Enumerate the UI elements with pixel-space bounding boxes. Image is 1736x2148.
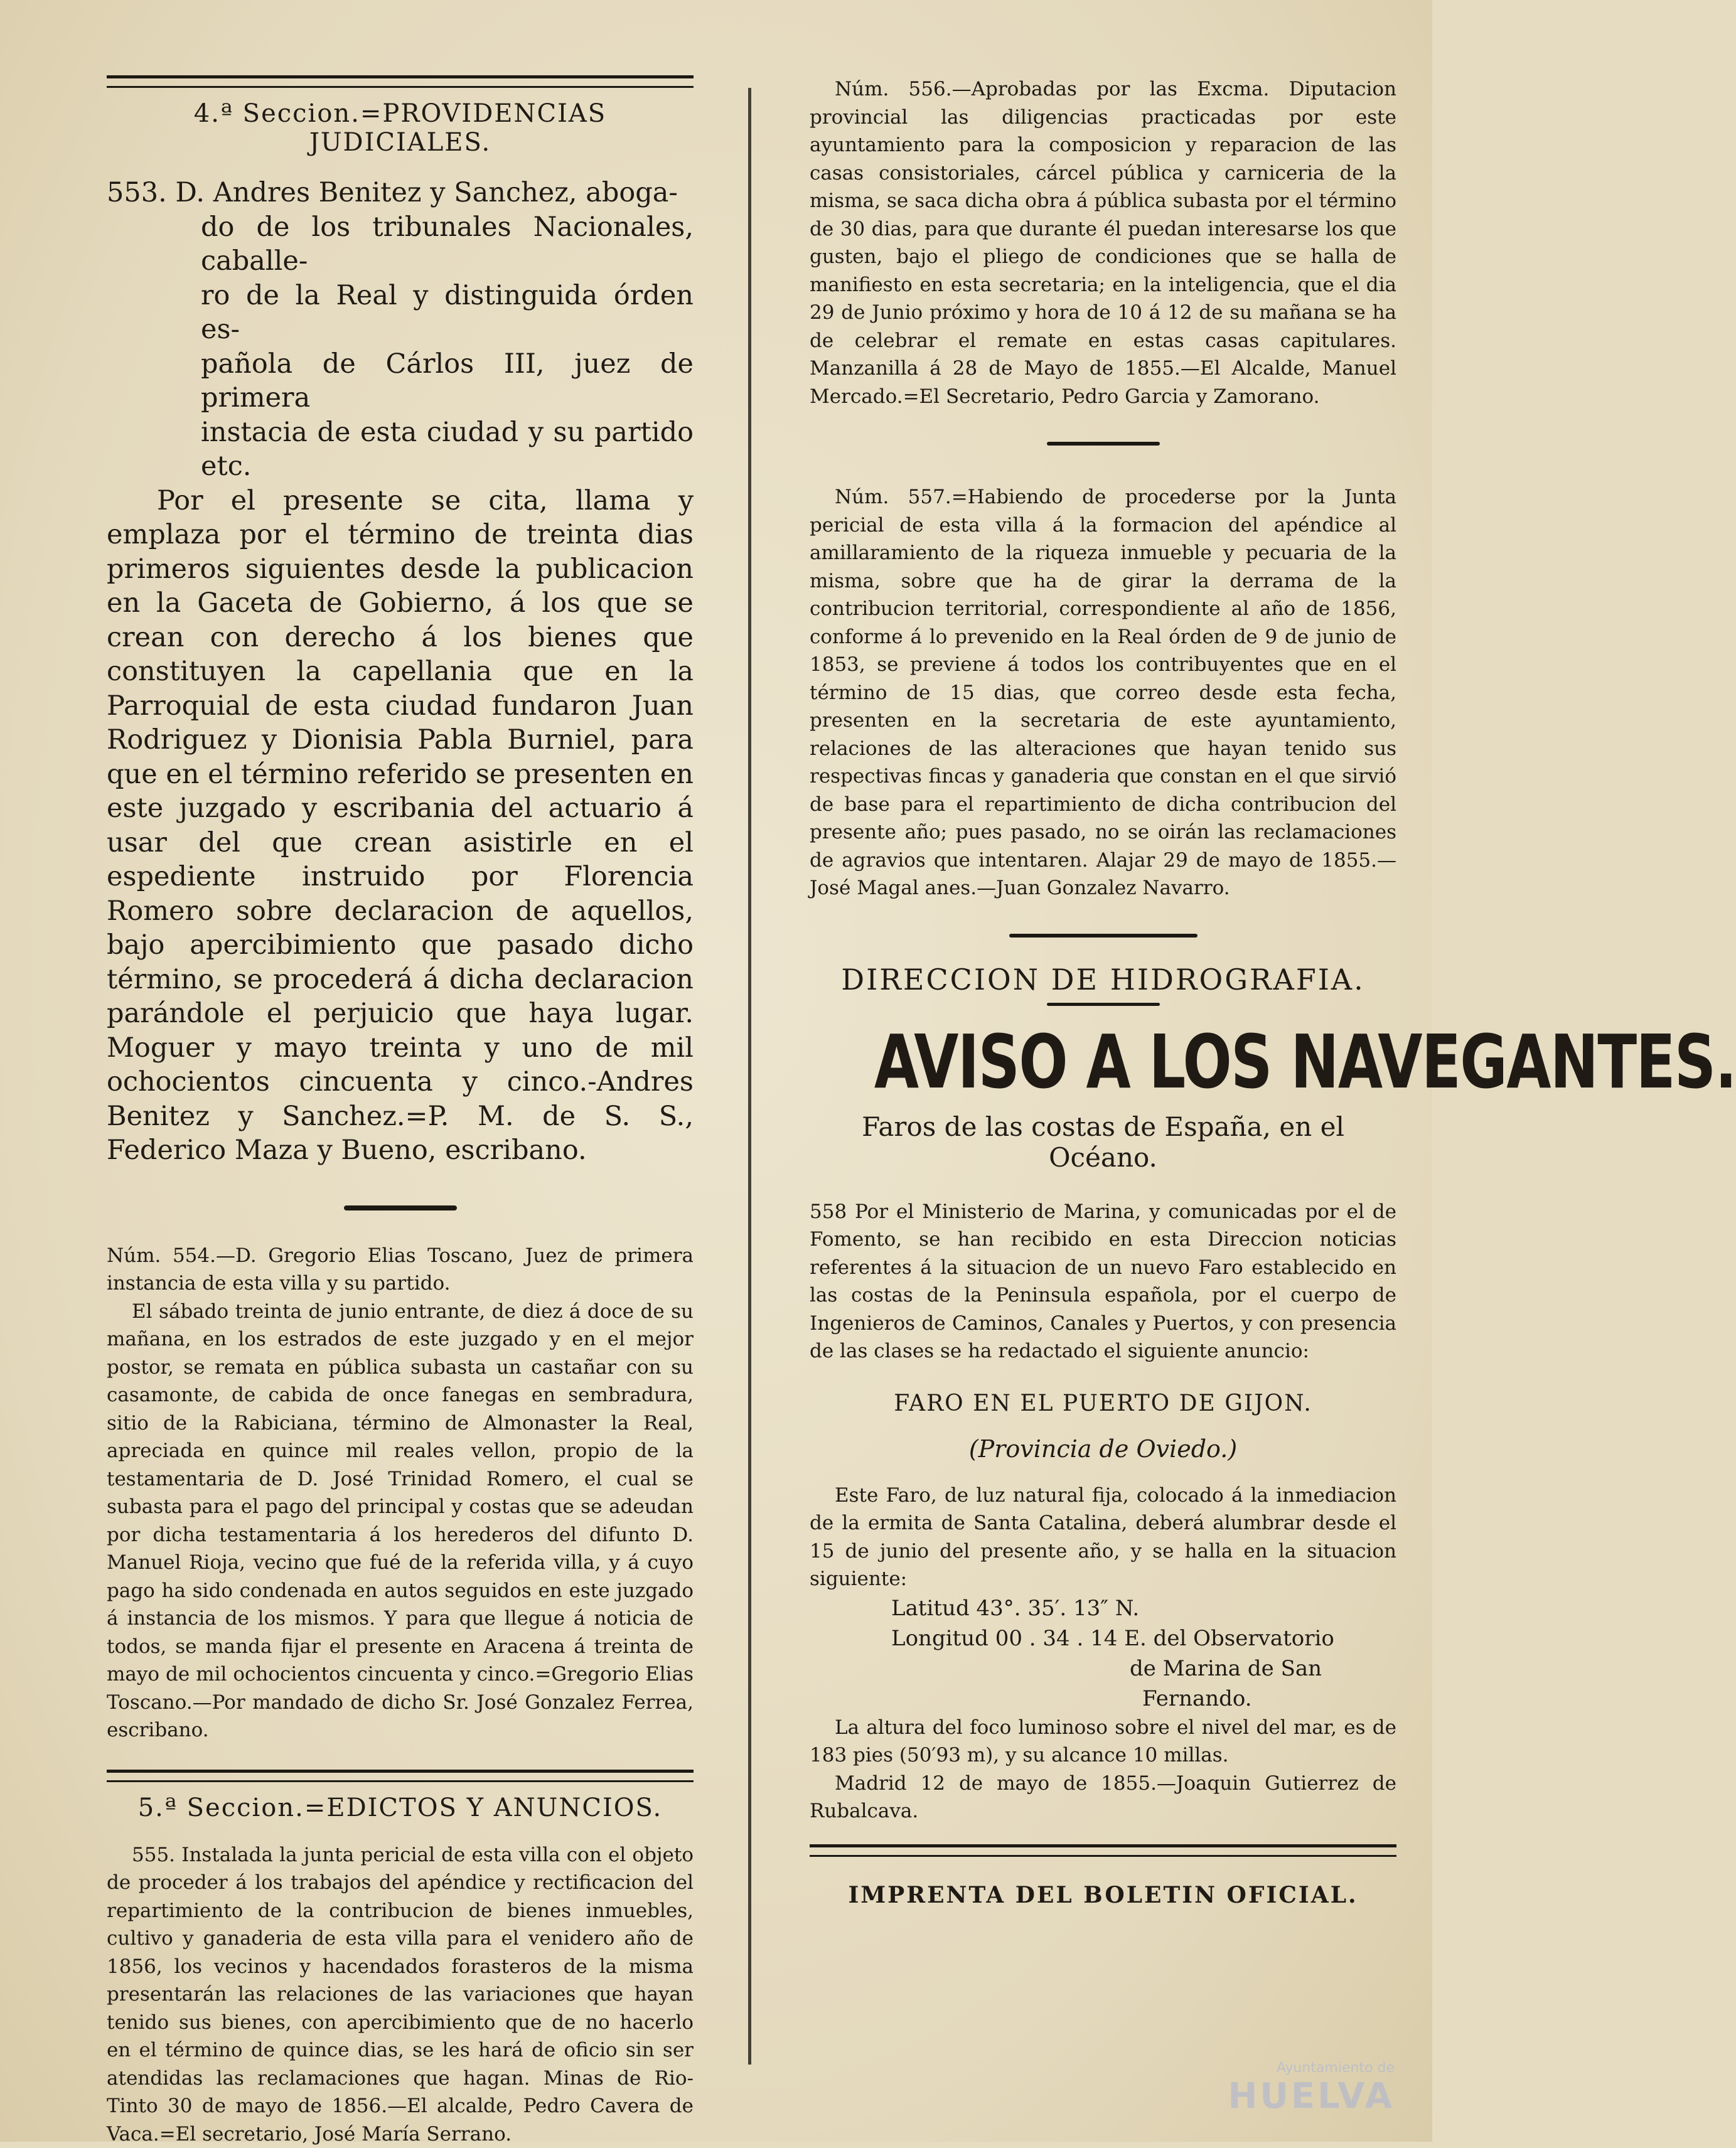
coordinates <box>810 1593 1396 1714</box>
firma: Madrid 12 de mayo de 1855.—Joaquin Gutierrez de Rubalcava. <box>810 1770 1396 1825</box>
bottom-rule-right <box>810 1844 1396 1857</box>
watermark-line-1: Ayuntamiento de <box>1228 2060 1395 2076</box>
watermark-line-2: HUELVA <box>1228 2076 1395 2117</box>
notice-556 <box>810 75 1396 410</box>
notice-553 <box>107 176 694 1168</box>
left-column <box>107 75 694 2148</box>
provincia: (Provincia de Oviedo.) <box>810 1435 1396 1463</box>
n553-body: Por el presente se cita, llama y emplaza por el término de treinta dias primeros siguientes desde la publicacion en la Gaceta de Gobierno, á los que se crean con derecho á los bienes que constituyen la capellania que en la Parroquial de esta ciudad fundaron Juan Rodriguez y Dionisia Pabla Burniel, para que en el término referido se presenten en este juzgado y escribania del actuario á usar del que crean asistirle en el espediente instruido por Florencia Romero sobre declaracion de aquellos, bajo apercibimiento que pasado dicho término, se procederá á dicha declaracion parándole el perjuicio que haya lugar. Moguer y mayo treinta y uno de mil ochocientos cincuenta y cinco.-Andres Benitez y Sanchez.=P. M. de S. S., Federico Maza y Bueno, escribano. <box>107 484 694 1168</box>
top-rule-left <box>107 75 694 88</box>
n557-body: Núm. 557.=Habiendo de procederse por la Junta pericial de esta villa á la formacion del apéndice al amillaramiento de la riqueza inmueble y pecuaria de la misma, sobre que ha de girar la derrama de la contribucion territorial, correspondiente al año de 1856, conforme á lo prevenido en la Real órden de 9 de junio de 1853, se previene á todos los contribuyentes que en el término de 15 dias, que correo desde esta fecha, presenten en la secretaria de este ayuntamiento, relaciones de las alteraciones que hayan tenido sus respectivas fincas y ganaderia que constan en el que sirvió de base para el repartimiento de dicha contribucion del presente año; pues pasado, no se oirán las reclamaciones de agravios que intentaren. Alajar 29 de mayo de 1855.—José Magal anes.—Juan Gonzalez Navarro. <box>810 483 1396 902</box>
faro-body: Este Faro, de luz natural fija, colocado á la inmediacion de la ermita de Santa Catalina, deberá alumbrar desde el 15 de junio del presente año, y se halla en la situacion siguiente: <box>810 1482 1396 1593</box>
faro-title: FARO EN EL PUERTO DE GIJON. <box>810 1391 1396 1416</box>
faro-details <box>810 1714 1396 1825</box>
ornament-1 <box>344 1205 457 1210</box>
n553-line-4: pañola de Cárlos III, juez de primera <box>107 347 694 415</box>
right-column <box>810 75 1396 1908</box>
section5-rule <box>107 1770 694 1782</box>
n553-line-3: ro de la Real y distinguida órden es- <box>107 279 694 347</box>
notice-555 <box>107 1841 694 2148</box>
faros-subtitle: Faros de las costas de España, en el Océano. <box>810 1111 1396 1173</box>
n553-line-5: instacia de esta ciudad y su partido etc. <box>107 415 694 484</box>
altura: La altura del foco luminoso sobre el nivel del mar, es de 183 pies (50′93 m), y su alcance 10 millas. <box>810 1714 1396 1770</box>
ornament-4 <box>1047 1003 1160 1006</box>
n556-body: Núm. 556.—Aprobadas por las Excma. Diputacion provincial las diligencias practicadas por este ayuntamiento para la composicion y reparacion de las casas consistoriales, cárcel pública y carniceria de la misma, se saca dicha obra á pública subasta por el término de 30 dias, para que durante él puedan interesarse los que gusten, bajo el pliego de condiciones que se halla de manifiesto en esta secretaria; en la inteligencia, que el dia 29 de Junio próximo y hora de 10 á 12 de su mañana se ha de celebrar el remate en estas casas capitulares. Manzanilla á 28 de Mayo de 1855.—El Alcalde, Manuel Mercado.=El Secretario, Pedro Garcia y Zamorano. <box>810 75 1396 410</box>
notice-554 <box>107 1242 694 1745</box>
n553-line-2: do de los tribunales Nacionales, caballe- <box>107 210 694 279</box>
n558-body: 558 Por el Ministerio de Marina, y comunicadas por el de Fomento, se han recibido en esta Direccion noticias referentes á la situacion de un nuevo Faro establecido en las costas de la Peninsula española, por el cuerpo de Ingenieros de Caminos, Canales y Puertos, y con presencia de las clases se ha redactado el siguiente anuncio: <box>810 1198 1396 1365</box>
aviso-headline: AVISO A LOS NAVEGANTES. <box>874 1018 1332 1105</box>
notice-557 <box>810 483 1396 902</box>
faro-description <box>810 1482 1396 1593</box>
archive-watermark <box>1228 2060 1395 2117</box>
column-divider <box>748 88 751 2065</box>
hidrografia-heading: DIRECCION DE HIDROGRAFIA. <box>810 963 1396 997</box>
latitud: Latitud 43°. 35′. 13″ N. <box>891 1593 1396 1623</box>
longitud: Longitud 00 . 34 . 14 E. del Observatorio <box>891 1623 1396 1654</box>
imprenta: IMPRENTA DEL BOLETIN OFICIAL. <box>810 1882 1396 1908</box>
section5-heading: 5.ª Seccion.=EDICTOS Y ANUNCIOS. <box>107 1793 694 1822</box>
n553-line-1: 553. D. Andres Benitez y Sanchez, aboga- <box>107 176 694 210</box>
n554-body: El sábado treinta de junio entrante, de diez á doce de su mañana, en los estrados de este juzgado y en el mejor postor, se remata en pública subasta un castañar con su casamonte, de cabida de once fanegas en sembradura, sitio de la Rabiciana, término de Almonaster la Real, apreciada en quince mil reales vellon, propio de la testamentaria de D. José Trinidad Romero, el cual se subasta para el pago del principal y costas que se adeudan por dicha testamentaria á los herederos del difunto D. Manuel Rioja, vecino que fué de la referida villa, y á cuyo pago ha sido condenada en autos seguidos en este juzgado á instancia de los mismos. Y para que llegue á noticia de todos, se manda fijar el presente en Aracena á treinta de mayo de mil ochocientos cincuenta y cinco.=Gregorio Elias Toscano.—Por mandado de dicho Sr. José Gonzalez Ferrea, escribano. <box>107 1298 694 1745</box>
longitud-line-3: Fernando. <box>891 1684 1396 1714</box>
n554-heading: Núm. 554.—D. Gregorio Elias Toscano, Juez de primera instancia de esta villa y su partido. <box>107 1242 694 1298</box>
notice-558 <box>810 1198 1396 1365</box>
ornament-3 <box>1009 934 1198 938</box>
longitud-line-2: de Marina de San <box>891 1654 1396 1684</box>
section4-heading: 4.ª Seccion.=PROVIDENCIAS JUDICIALES. <box>107 99 694 157</box>
ornament-2 <box>1047 442 1160 446</box>
n555-body: 555. Instalada la junta pericial de esta villa con el objeto de proceder á los trabajos del apéndice y rectificacion del repartimiento de la contribucion de bienes inmuebles, cultivo y ganaderia de esta villa para el venidero año de 1856, los vecinos y hacendados forasteros de la misma presentarán las relaciones de las variaciones que hayan tenido sus bienes, con apercibimiento que de no hacerlo en el término de quince dias, se les hará de oficio sin ser atendidas las reclamaciones que hagan. Minas de Rio-Tinto 30 de mayo de 1856.—El alcalde, Pedro Cavera de Vaca.=El secretario, José María Serrano. <box>107 1841 694 2148</box>
